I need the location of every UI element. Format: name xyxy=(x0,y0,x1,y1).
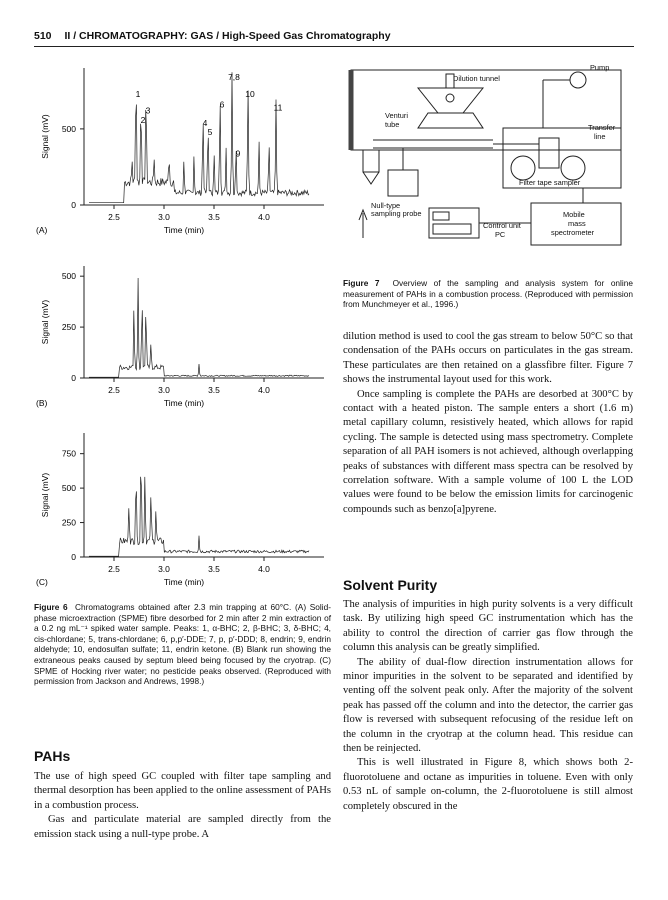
diagram-label-venturi-tube: tube xyxy=(385,120,400,129)
x-tick-label: 4.0 xyxy=(258,212,270,222)
page-number: 510 xyxy=(34,30,52,42)
section-heading-pahs: PAHs xyxy=(34,748,71,764)
peak-label: 6 xyxy=(219,99,225,110)
x-tick-label: 4.0 xyxy=(258,385,270,395)
figure-6-caption xyxy=(34,602,331,687)
figure-7-caption xyxy=(343,278,633,310)
y-tick-label: 500 xyxy=(61,271,76,282)
peak-label: 3 xyxy=(145,105,151,116)
solvent-purity-body xyxy=(343,598,633,814)
paragraph: Once sampling is complete the PAHs are desorbed at 300°C by contact with a heated piston. The sample enters a short (1.6 m) metal capillary column, resistively heated, which allows for rapid cycling. The sample is detected using mass spectrometry. Complete separation of all PAH isomers is not achieved, although overlapping peaks of substances with different mass spectra can be resolved by correlation software. With a sample volume of 100 L the LOD values were found to be below the emission limits for carcinogenic compounds such as benzo[a]pyrene. xyxy=(343,388,633,515)
y-tick-label: 0 xyxy=(71,200,76,210)
y-axis-label: Signal (mV) xyxy=(40,299,50,345)
paragraph: The analysis of impurities in high purity solvents is a very difficult task. By utilizing high speed GC instrumentation which has the ability to control the direction of carrier gas flow through the column this analysis can be greatly simplified. xyxy=(343,599,633,654)
x-axis-label: Time (min) xyxy=(163,225,205,235)
running-header xyxy=(34,30,634,42)
diagram-label-mass: mass xyxy=(568,219,586,228)
figure-6-label: Figure 6 xyxy=(34,602,68,612)
paragraph: The ability of dual-flow direction instrumentation allows for minor impurities in the solvent to be separated and identified by venting off the solvent peak only. After the majority of the solvent peak has passed off the column and into the detector, the carrier gas flow is reversed with subsequent refocusing of the residue left on the column in the cryotrap at the column head. This residue can then be reinjected. xyxy=(343,656,633,755)
peak-label: 4 xyxy=(202,117,208,128)
x-tick-label: 2.5 xyxy=(108,564,120,574)
diagram-label-transfer: Transfer xyxy=(588,123,616,132)
diagram-label-venturi: Venturi xyxy=(385,111,409,120)
peak-label: 10 xyxy=(245,88,255,99)
paragraph: Gas and particulate material are sampled directly from the emission stack using a null-type probe. A xyxy=(34,814,331,840)
right-column-body xyxy=(343,330,633,517)
panel-label: (C) xyxy=(36,577,48,587)
chromatogram-b xyxy=(34,258,334,428)
y-tick-label: 750 xyxy=(61,448,76,459)
diagram-label-transfer-line: line xyxy=(594,132,606,141)
peak-label: 9 xyxy=(235,148,241,159)
paragraph: The use of high speed GC coupled with filter tape sampling and thermal desorption has been applied to the online assessment of PAHs in a combustion process. xyxy=(34,771,331,811)
diagram-label-pump: Pump xyxy=(590,63,610,72)
diagram-label-dilution-tunnel: Dilution tunnel xyxy=(453,74,500,83)
diagram-label-control-unit: Control unit xyxy=(483,221,521,230)
peak-label: 7,8 xyxy=(228,72,240,83)
x-axis-label: Time (min) xyxy=(163,577,205,587)
y-tick-label: 250 xyxy=(61,517,76,528)
x-tick-label: 3.5 xyxy=(208,212,220,222)
chromatogram-trace xyxy=(89,278,309,377)
chromatogram-trace xyxy=(89,72,309,202)
panel-label: (A) xyxy=(36,225,48,235)
figure-6-caption-text: Chromatograms obtained after 2.3 min trapping at 60°C. (A) Solid-phase microextraction (SPME) fibre desorbed for 2 min after 2 min extraction of a 0.2 ng mL⁻¹ spiked water sample. Peaks: 1, α-BHC; 2, β-BHC; 3, δ-BHC; 4, cis-chlordane; 5, trans-chlordane; 6, p,p′-DDE; 7, p, p′-DDD; 8, endrin; 9, endrin aldehyde; 10, endosulfan sulfate; 11, endrin ketone. (B) Blank run showing the extraneous peaks caused by septum bleed being focused by the cryotrap. (C) SPME of Hocking river water; no pesticide peaks observed. (Reproduced with permission from Jackson and Andrews, 1998.) xyxy=(34,602,331,687)
x-tick-label: 2.5 xyxy=(108,212,120,222)
x-tick-label: 3.5 xyxy=(208,385,220,395)
x-axis-label: Time (min) xyxy=(163,398,205,408)
y-tick-label: 0 xyxy=(71,373,76,383)
chromatogram-c xyxy=(34,425,334,595)
chromatogram-a xyxy=(34,60,334,240)
x-tick-label: 3.5 xyxy=(208,564,220,574)
y-tick-label: 500 xyxy=(61,483,76,494)
x-tick-label: 2.5 xyxy=(108,385,120,395)
y-axis-label: Signal (mV) xyxy=(40,472,50,518)
x-tick-label: 3.0 xyxy=(158,385,170,395)
peak-label: 11 xyxy=(273,102,283,113)
diagram-label-filter-tape: Filter tape sampler xyxy=(519,178,581,187)
y-tick-label: 500 xyxy=(61,123,76,134)
paragraph: dilution method is used to cool the gas stream to below 50°C so that condensation of the PAHs occurs on particulates in the gas stream. These particulates are then retained on a glassfibre filter. Figure 7 shows the instrumental layout used for this work. xyxy=(343,331,633,386)
figure-7-label: Figure 7 xyxy=(343,278,380,288)
running-title: II / CHROMATOGRAPHY: GAS / High-Speed Gas Chromatography xyxy=(64,30,391,42)
chromatogram-trace xyxy=(89,477,309,556)
peak-label: 1 xyxy=(135,88,141,99)
panel-label: (B) xyxy=(36,398,48,408)
diagram-label-pc: PC xyxy=(495,230,506,239)
diagram-label-null-probe: Null-type xyxy=(371,201,401,210)
diagram-label-mobile: Mobile xyxy=(563,210,585,219)
figure-7-diagram xyxy=(343,58,633,268)
y-tick-label: 250 xyxy=(61,322,76,333)
x-tick-label: 3.0 xyxy=(158,212,170,222)
diagram-label-spectrometer: spectrometer xyxy=(551,228,595,237)
section-heading-solvent-purity: Solvent Purity xyxy=(343,577,438,593)
y-tick-label: 0 xyxy=(71,552,76,562)
x-tick-label: 3.0 xyxy=(158,564,170,574)
header-rule xyxy=(34,46,634,47)
paragraph: This is well illustrated in Figure 8, which shows both 2-fluorotoluene and octane as impurities in toluene. Even with only 0.53 nL of sample on-column, the 2-fluorotoluene is still almost completely obscured in the xyxy=(343,757,633,812)
x-tick-label: 4.0 xyxy=(258,564,270,574)
pump-symbol xyxy=(570,72,586,88)
y-axis-label: Signal (mV) xyxy=(40,114,50,159)
peak-label: 2 xyxy=(140,114,146,125)
figure-7-caption-text: Overview of the sampling and analysis system for online measurement of PAHs in a combustion process. (Reproduced with permission from Munchmeyer et al., 1996.) xyxy=(343,278,633,310)
peak-label: 5 xyxy=(207,127,213,138)
diagram-label-sampling-probe: sampling probe xyxy=(371,209,422,218)
pahs-body xyxy=(34,770,331,842)
